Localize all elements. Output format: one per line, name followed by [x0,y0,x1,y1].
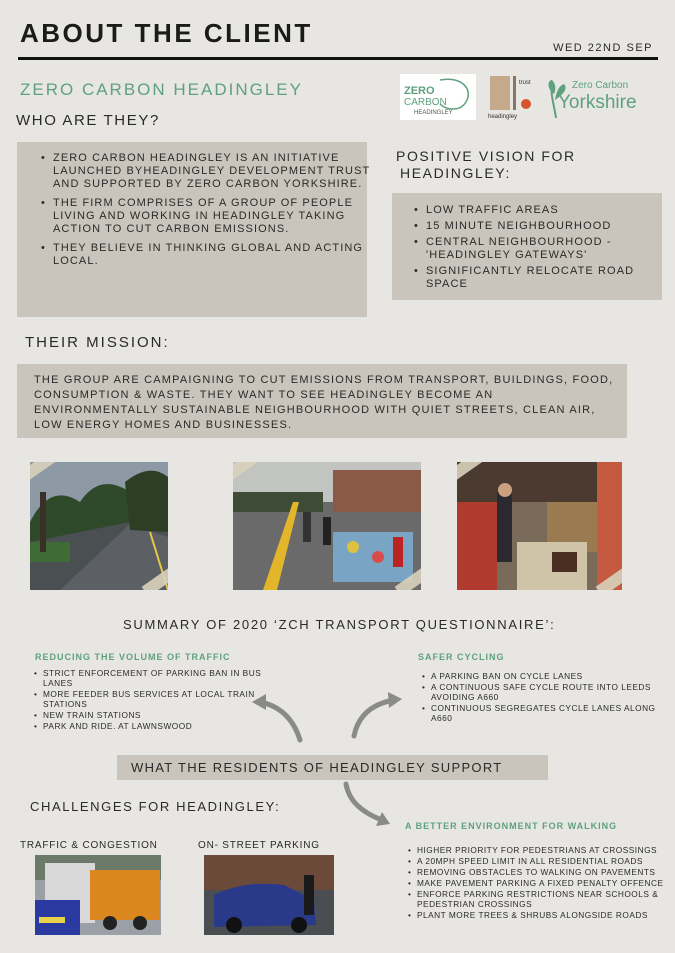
zch-logo-word-1: ZERO [404,85,435,97]
walking-item: • HIGHER PRIORITY FOR PEDESTRIANS AT CROSSINGS [417,845,675,855]
vision-item: • LOW TRAFFIC AREAS [426,204,671,217]
on-street-parking-label: ON- STREET PARKING [198,840,320,851]
safer-cycling-item: • A PARKING BAN ON CYCLE LANES [431,671,661,681]
walking-item: • A 20MPH SPEED LIMIT IN ALL RESIDENTIAL ROADS [417,856,675,866]
walking-item: • PLANT MORE TREES & SHRUBS ALONGSIDE ROADS [417,910,675,920]
zch-logo-word-3: HEADINGLEY [414,110,453,116]
who-item: • THEY BELIEVE IN THINKING GLOBAL AND ACTING LOCAL. [53,242,373,268]
vision-heading-line-1: POSITIVE VISION FOR [396,148,576,164]
reducing-traffic-item: • STRICT ENFORCEMENT OF PARKING BAN IN BUS LANES [43,668,278,688]
walking-list [406,845,675,921]
vision-item: • SIGNIFICANTLY RELOCATE ROAD SPACE [426,265,671,291]
walking-heading: A BETTER ENVIRONMENT FOR WALKING [405,821,618,831]
summary-heading: SUMMARY OF 2020 ‘ZCH TRANSPORT QUESTIONNAIRE’: [123,617,556,632]
trust-logo-word-1: headingley [488,114,518,120]
who-heading: WHO ARE THEY? [16,112,160,129]
org-name: ZERO CARBON HEADINGLEY [20,80,303,99]
reducing-traffic-item: • PARK AND RIDE. AT LAWNSWOOD [43,721,278,731]
trust-logo-word-2: trust [519,80,531,86]
who-item: • ZERO CARBON HEADINGLEY IS AN INITIATIVE LAUNCHED BYHEADINGLEY DEVELOPMENT TRUST AND SUPPORTED BY ZERO CARBON YORKSHIRE. [53,152,373,191]
date-label: WED 22ND SEP [553,42,653,54]
reducing-traffic-heading: REDUCING THE VOLUME OF TRAFFIC [35,652,231,662]
safer-cycling-item: • CONTINUOUS SEGREGATES CYCLE LANES ALONG A660 [431,703,661,723]
reducing-traffic-item: • MORE FEEDER BUS SERVICES AT LOCAL TRAIN STATIONS [43,689,278,709]
walking-item: • MAKE PAVEMENT PARKING A FIXED PENALTY OFFENCE [417,878,675,888]
vision-item: • 15 MINUTE NEIGHBOURHOOD [426,220,671,233]
safer-cycling-item: • A CONTINUOUS SAFE CYCLE ROUTE INTO LEEDS AVOIDING A660 [431,682,661,702]
zcy-logo-word-2: Yorkshire [558,92,637,113]
arrow-to-walking [346,784,382,820]
reducing-traffic-item: • NEW TRAIN STATIONS [43,710,278,720]
zcy-logo-word-1: Zero Carbon [572,80,629,91]
vision-item: • CENTRAL NEIGHBOURHOOD - 'HEADINGLEY GATEWAYS' [426,236,671,262]
mission-text: THE GROUP ARE CAMPAIGNING TO CUT EMISSIONS FROM TRANSPORT, BUILDINGS, FOOD, CONSUMPTION & WASTE. THEY WANT TO SEE HEADINGLEY BECOME AN ENVIRONMENTALLY SUSTAINABLE NEIGHBOURHOOD WITH QUIET STREETS, CLEAN AIR, LOW ENERGY HOMES AND BUSINESSES. [34,374,614,431]
photo-on-street-parking [204,855,334,935]
vision-heading-line-2: HEADINGLEY: [400,165,511,181]
support-panel [117,755,548,780]
walking-item: • ENFORCE PARKING RESTRICTIONS NEAR SCHOOLS & PEDESTRIAN CROSSINGS [417,889,675,909]
photo-traffic-congestion [35,855,161,935]
who-item: • THE FIRM COMPRISES OF A GROUP OF PEOPLE LIVING AND WORKING IN HEADINGLEY TAKING ACTION TO CUT CARBON EMISSIONS. [53,197,373,236]
page-title: ABOUT THE CLIENT [20,18,313,48]
challenges-heading: CHALLENGES FOR HEADINGLEY: [30,799,281,814]
mission-heading: THEIR MISSION: [25,334,170,351]
walking-item: • REMOVING OBSTACLES TO WALKING ON PAVEMENTS [417,867,675,877]
zch-logo-word-2: CARBON [404,97,447,108]
safer-cycling-heading: SAFER CYCLING [418,652,505,662]
support-text: WHAT THE RESIDENTS OF HEADINGLEY SUPPORT [131,760,503,775]
arrow-to-cycling [354,700,394,736]
traffic-congestion-label: TRAFFIC & CONGESTION [20,840,158,851]
